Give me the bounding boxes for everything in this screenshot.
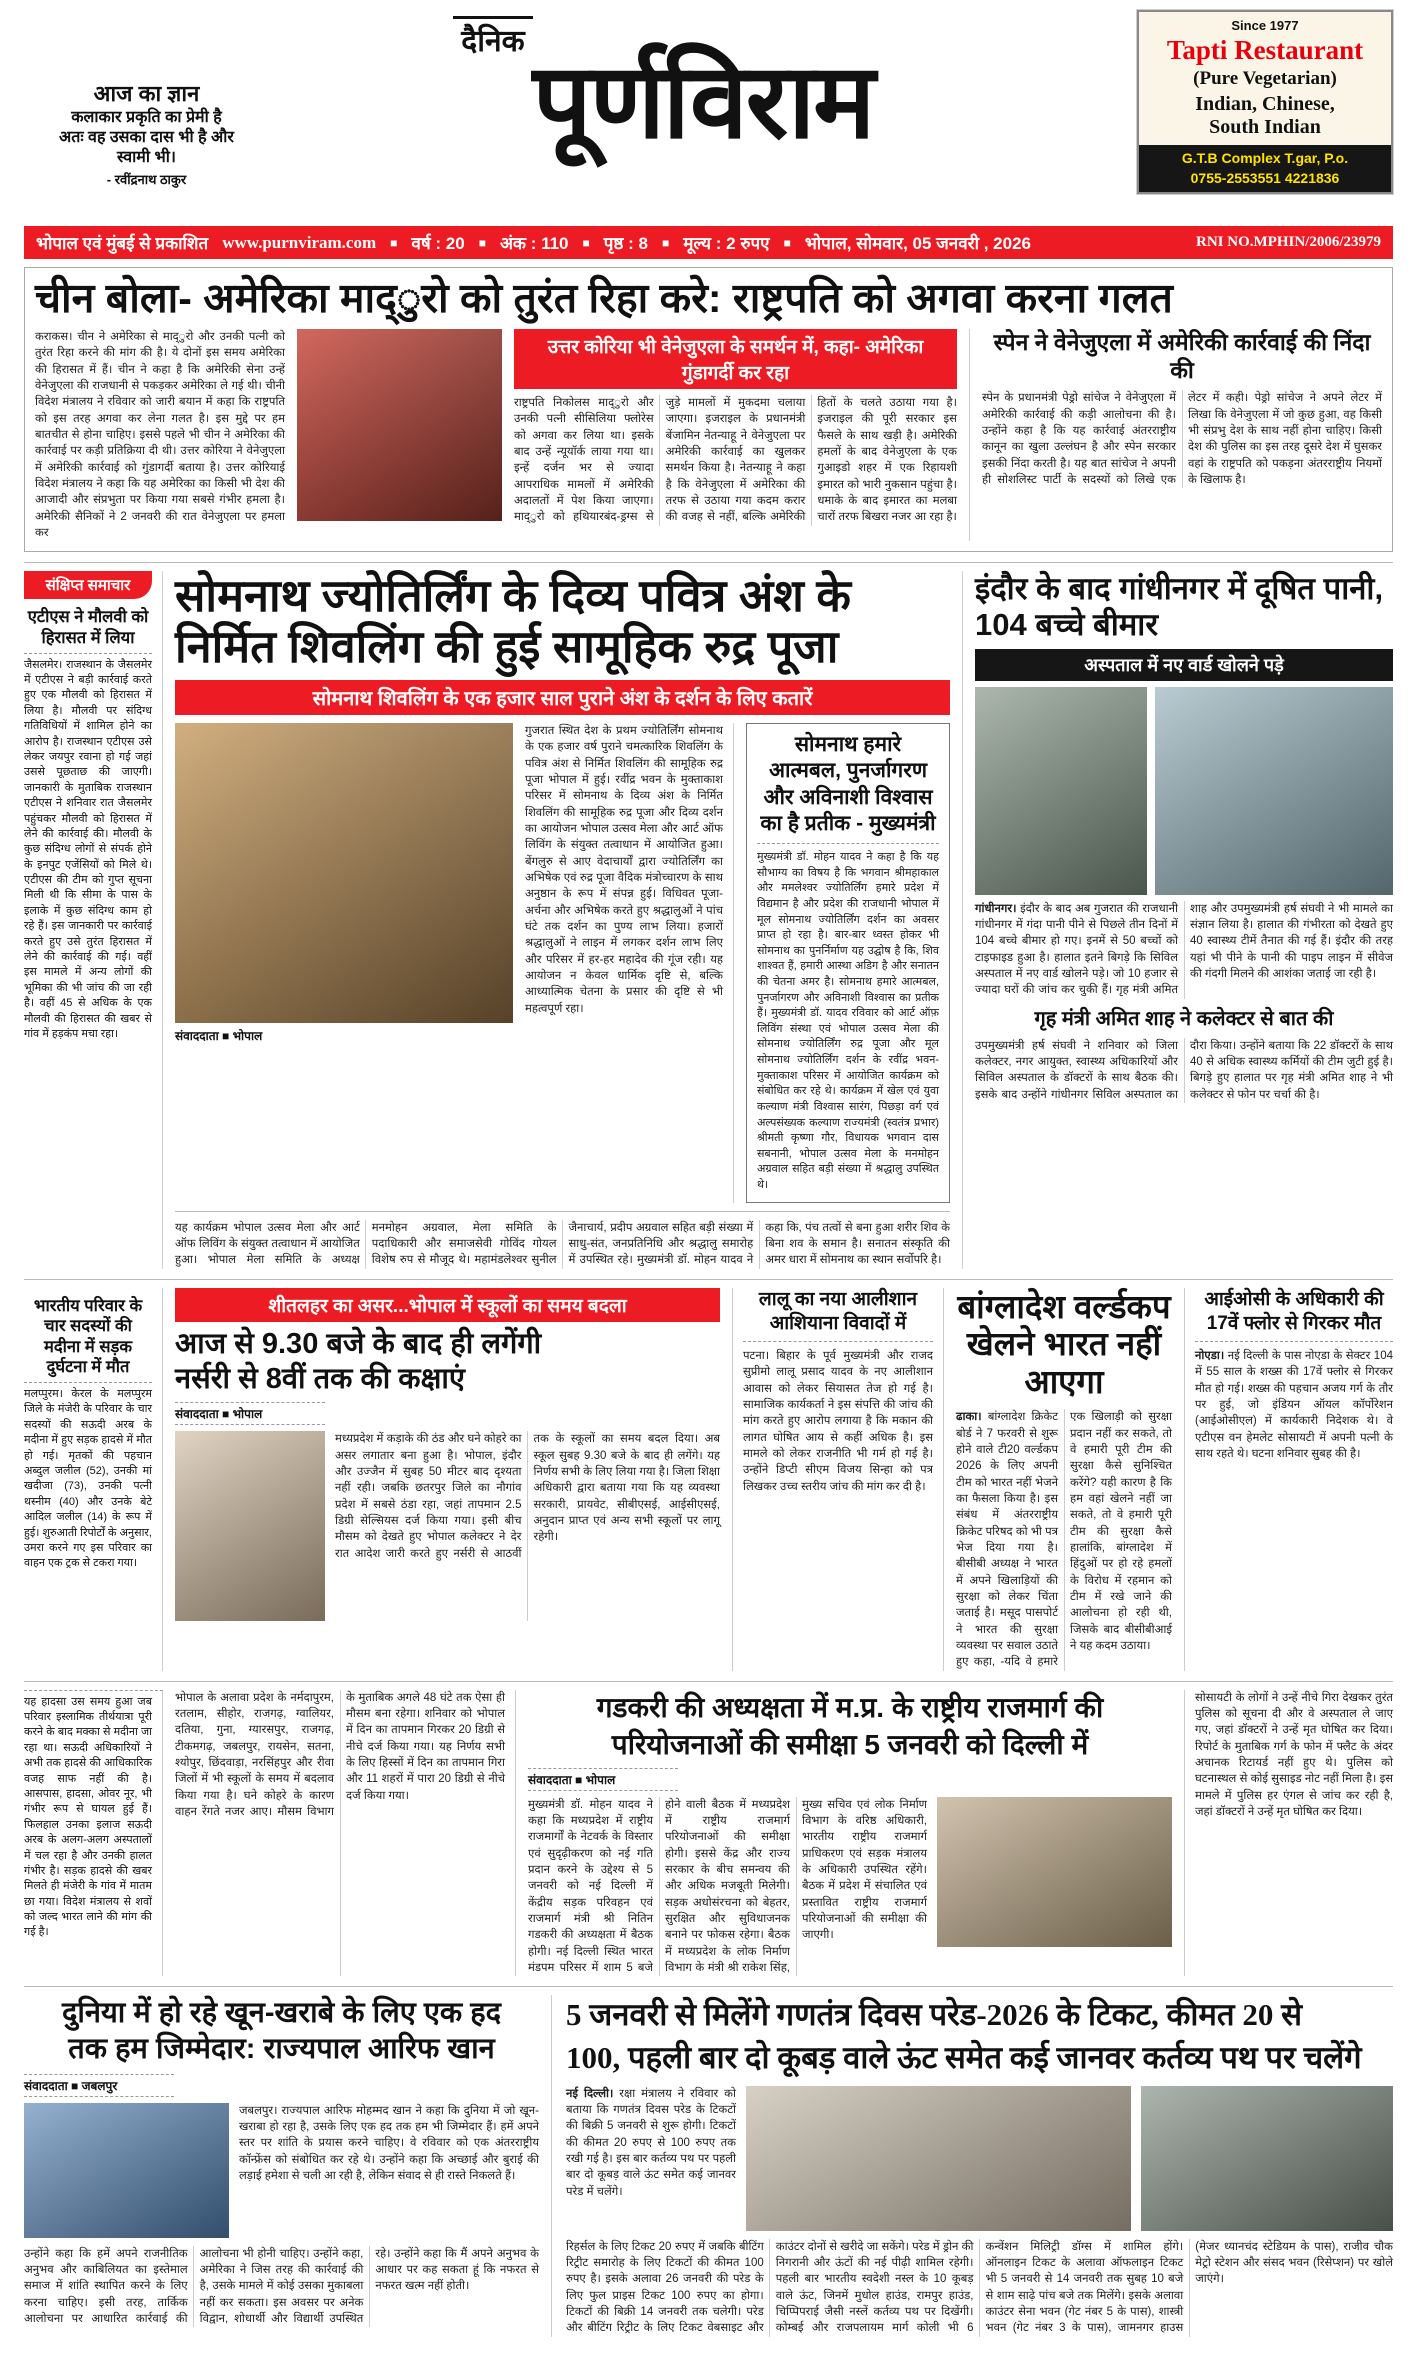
spain-article-text: स्पेन के प्रधानमंत्री पेड्रो सांचेज ने वेनेजुएला में अमेरिकी कार्रवाई की कड़ी आलोचना की है। उन्होंने कहा है कि यह कार्रवाई अंतरराष्ट्रीय कानून का खुला उल्लंघन है और स्पेन सरकार इसकी निंदा करती है। यह बात सांचेज ने अपनी ही सोशलिस्ट पार्टी के सदस्यों को लिखे एक लेटर में कही। पेड्रो सांचेज ने अपने लेटर में लिखा कि वेनेजुएला में जो कुछ हुआ, वह किसी भी संप्रभु देश के साथ नहीं होना चाहिए। किसी देश की पुलिस का इस तरह दूसरे देश में घुसकर वहां के राष्ट्रपति को पकड़ना अंतरराष्ट्रीय नियमों के खिलाफ है।	[982, 392, 1382, 486]
school-headline-line2: नर्सरी से 8वीं तक की कक्षाएं	[175, 1362, 465, 1395]
governor-byline: संवाददाता ■ जबलपुर	[24, 2074, 174, 2097]
cm-quote-text: मुख्यमंत्री डॉ. मोहन यादव ने कहा है कि यह सौभाग्य का विषय है कि भगवान श्रीमहाकाल और ममलेश्वर ज्योतिर्लिंग हमारे प्रदेश में विद्यमान है और प्रदेश की राजधानी भोपाल में मूल सोमनाथ ज्योतिर्लिंग दर्शन का अवसर प्राप्त हो रहा है। बार-बार ध्वस्त होकर भी सोमनाथ का पुनर्निर्माण यह उद्घोष है कि, शिव शाश्वत हैं, हमारी आस्था अडिग है और सनातन की चेतना अमर है। सोमनाथ हमारे आत्मबल, पुनर्जागरण और अविनाशी विश्वास का प्रतीक हैं। मुख्यमंत्री डॉ. यादव रविवार को आर्ट ऑफ़ लिविंग संस्था एवं भोपाल उत्सव मेला की सोमनाथ ज्योतिर्लिंग रुद्र पूजा और मूल सोमनाथ ज्योतिर्लिंग दर्शन के रवींद्र भवन- मुक्ताकाश परिसर में आयोजित कार्यक्रम को संबोधित कर रहे थे। कार्यक्रम में खेल एवं युवा कल्याण मंत्री विश्वास सारंग, पिछड़ा वर्ग एवं अल्पसंख्यक कल्याण राज्यमंत्री (स्वतंत्र प्रभार) श्रीमती कृष्णा गौर, विधायक भगवान दास सबनानी, भोपाल उत्सव मेला के मनमोहन अग्रवाल सहित बड़ी संख्या में श्रद्धालु उपस्थित थे।	[757, 851, 939, 1191]
photo-dirty-water-glass	[975, 687, 1147, 895]
ad-veg-label: (Pure Vegetarian)	[1193, 68, 1337, 89]
china-article-text-left: कराकस। चीन ने अमेरिका से माद्ुरो और उनकी पत्नी को तुरंत रिहा करने की मांग की है। ये दोनों इस समय अमेरिका की हिरासत में हैं। चीन ने कहा है कि अमेरिकी सेना उन्हें वेनेजुएला की राजधानी से पकड़कर अमेरिका ले गई थी। चीनी विदेश मंत्रालय ने रविवार को जारी बयान में कहा कि राष्ट्रपति को इस तरह अगवा कर लेना गलत है। इस मुद्दे पर हम बातचीत से होना चाहिए। इससे पहले भी चीन ने अमेरिका की कार्रवाई पर कड़ी प्रतिक्रिया दी थी। उत्तर कोरिया ने वेनेजुएला में अमेरिकी कार्रवाई को गुंडागर्दी बताया है। उत्तर कोरियाई विदेश मंत्रालय ने कहा कि यह अमेरिका का किसी भी देश की आजादी और संप्रभुता पर किया गया सबसे गंभीर हमला है। अमेरिकी सैनिकों ने 2 जनवरी की रात वेनेजुएला पर हमला कर	[35, 331, 285, 540]
photo-gadkari-meeting	[937, 1797, 1172, 1947]
lalu-article-text: पटना। बिहार के पूर्व मुख्यमंत्री और राजद सुप्रीमो लालू प्रसाद यादव के नए आलीशान आवास को लेकर सियासत तेज हो गई है। सामाजिक कार्यकर्ता ने इस संपत्ति की जांच की मांग करते हुए आरोप लगाया है कि मकान की लागत घोषित आय से कहीं अधिक है। इस मामले को लेकर राजनीति भी गर्म हो गई है। उन्होंने डिप्टी सीएम विजय सिन्हा को पत्र लिखकर उच्च स्तरीय जांच की मांग कर दी है।	[743, 1349, 933, 1493]
ad-phone: 0755-2553551 4221836	[1190, 169, 1340, 186]
school-byline: संवाददाता ■ भोपाल	[175, 1402, 325, 1425]
gadkari-headline-line2: परियोजनाओं की समीक्षा 5 जनवरी को दिल्ली में	[611, 1728, 1089, 1760]
north-korea-kicker: उत्तर कोरिया भी वेनेजुएला के समर्थन में, कहा- अमेरिका गुंडागर्दी कर रहा	[514, 329, 957, 389]
masthead-row	[24, 10, 1393, 222]
bangladesh-article-text: ढाका। बांग्लादेश क्रिकेट बोर्ड ने 7 फरवरी से शुरू होने वाले टी20 वर्ल्डकप 2026 के लिए अपनी टीम को भारत नहीं भेजने का फैसला किया है। इस संबंध में अंतरराष्ट्रीय क्रिकेट परिषद को भी पत्र भेज दिया गया है। बीसीबी अध्यक्ष ने भारत में अपने खिलाड़ियों की सुरक्षा को लेकर चिंता जताई है। मसूद पासपोर्ट ने भारत की सुरक्षा व्यवस्था पर सवाल उठाते हुए कहा, -यदि वे हमारे एक खिलाड़ी को सुरक्षा प्रदान नहीं कर सकते, तो वे हमारी पूरी टीम की सुरक्षा कैसे सुनिश्चित करेंगे? यही कारण है कि हम वहां खेलने नहीं जा सकते, तो वे हमारी पूरी टीम की सुरक्षा कैसे हालांकि, बांग्लादेश में हिंदुओं पर हो रहे हमलों के विरोध में रहमान को टीम में रखे जाने की आलोचना हो रही थी, जिसके बाद बीसीबीआई ने यह कदम उठाया।	[956, 1411, 1172, 1669]
school-article-continued: भोपाल के अलावा प्रदेश के नर्मदापुरम, रतलाम, सीहोर, राजगढ़, ग्वालियर, दतिया, गुना, ग्यारसपुर, राजगढ़, टीकमगढ़, जबलपुर, रायसेन, सतना, श्योपुर, छिंदवाड़ा, नरसिंहपुर और रीवा जिलों में भी स्कूलों के समय में बदलाव किया गया है। घने कोहरे के कारण वाहन रेंगते नजर आए। मौसम विभाग के मुताबिक अगले 48 घंटे तक ऐसा ही मौसम बना रहेगा। शनिवार को भोपाल में दिन का तापमान गिरकर 20 डिग्री से नीचे दर्ज किया गया। यह निर्णय सभी के लिए हिस्सों में दिन का तापमान गिरा और 11 शहरों में पारा 20 डिग्री से नीचे दर्ज किया गया।	[175, 1690, 516, 1977]
governor-article-text2: उन्होंने कहा कि हमें अपने राजनीतिक अनुभव और काबिलियत का इस्तेमाल समाज में शांति स्थापित करने के लिए करना चाहिए। इसी तरह, तार्किक आलोचना पर आधारित कार्रवाई की आलोचना भी होनी चाहिए। उन्होंने कहा, अमेरिका ने जिस तरह की कार्रवाई की है, उसके मामले में कोई उसका मुकाबला नहीं कर सकता। इस अवसर पर अनेक विद्वान, शोधार्थी और विद्यार्थी उपस्थित रहे। उन्होंने कहा कि मैं अपने अनुभव के आधार पर कह सकता हूं कि नफरत से नफरत खत्म नहीं होती।	[24, 2247, 539, 2326]
article-lalu-house	[732, 1288, 944, 1671]
somnath-byline: संवाददाता ■ भोपाल	[175, 1029, 263, 1044]
governor-headline-line2: तक हम जिम्मेदार: राज्यपाल आरिफ खान	[68, 2033, 495, 2066]
edition-date: भोपाल, सोमवार, 05 जनवरी , 2026	[804, 234, 1031, 253]
somnath-headline-line2: निर्मित शिवलिंग की हुई सामूहिक रुद्र पूजा	[175, 620, 839, 672]
governor-article-text: जबलपुर। राज्यपाल आरिफ मोहम्मद खान ने कहा कि दुनिया में जो खून-खराबा हो रहा है, उसके लिए एक हद तक हम भी जिम्मेदार हैं। हमें अपने स्तर पर शांति के प्रयास करने चाहिए। वे रविवार को एक अंतरराष्ट्रीय कॉन्फ्रेंस को संबोधित कर रहे थे। उन्होंने कहा कि अच्छाई और बुराई की लड़ाई हमेशा से चली आ रही है, लेकिन संवाद से ही रास्ते निकलते हैं।	[239, 2104, 539, 2183]
parade-article-text-lead: नई दिल्ली। रक्षा मंत्रालय ने रविवार को बताया कि गणतंत्र दिवस परेड के टिकटों की बिक्री 5 जनवरी से शुरू होगी। टिकटों की कीमत 20 रुपए से 100 रुपए तक रखी गई है। इस बार कर्तव्य पथ पर पहली बार दो कूबड़ वाले ऊंट समेत कई जानवर परेड में चलेंगे।	[566, 2087, 736, 2198]
photo-conference-stage	[24, 2103, 229, 2238]
masthead-daily-label: दैनिक	[453, 16, 532, 60]
china-article-text-mid: राष्ट्रपति निकोलस माद्ुरो और उनकी पत्नी सीसिलिया फ्लोरेस को अगवा कर लिया था। इसके बाद उन्हें न्यूयॉर्क लाया गया था। इन्हें दर्जन भर से ज्यादा आपराधिक मामलों में अमेरिकी अदालतों में पेश किया जाएगा। माद्ुरो को हथियारबंद-ड्रग्स से जुड़े मामलों में मुकदमा चलाया जाएगा। इजराइल के प्रधानमंत्री बेंजामिन नेतन्याहू ने वेनेजुएला पर अमेरिकी कार्रवाई का खुलकर समर्थन किया है। नेतन्याहू ने कहा है कि वेनेजुएला में अमेरिका की तरफ से उठाया गया कदम करार की वजह से नहीं, बल्कि अमेरिकी हितों के चलते उठाया गया है। इजराइल की पूरी सरकार इस फैसले के साथ खड़ी है। अमेरिकी हमलों के बाद वेनेजुएला के एक गुआइडो शहर में एक रिहायशी इमारत को भारी नुकसान पहुंचा है। धमाके के बाद इमारत का मलबा चारों तरफ बिखरा नजर आ रहा है।	[514, 397, 957, 524]
somnath-photo-block	[175, 723, 513, 1202]
brief-madina	[24, 1288, 163, 1671]
ioc-article-continued: सोसायटी के लोगों ने उन्हें नीचे गिरा देखकर तुरंत पुलिस को सूचना दी और वे अस्पताल ले जाए गए, जहां डॉक्टरों ने उन्हें मृत घोषित कर दिया। रिपोर्ट के मुताबिक गर्ग के फोन में फ्लैट के अंदर अचानक रिटायर्ड नहीं हुए थे। पुलिस को घटनास्थल से कोई सुसाइड नोट नहीं मिला है। इस मामले में पुलिस हर एंगल से जांच कर रही है, जहां डॉक्टरों ने उन्हें मृत घोषित कर दिया।	[1184, 1690, 1393, 1977]
quote-line: कलाकार प्रकृति का प्रेमी है	[71, 109, 222, 126]
photo-military-vehicle	[1141, 2086, 1393, 2231]
brief-ats-headline: एटीएस ने मौलवी को हिरासत में लिया	[27, 608, 149, 647]
quote-title: आज का ज्ञान	[93, 81, 200, 106]
ad-address: G.T.B Complex T.gar, P.o.	[1181, 150, 1349, 166]
bangladesh-dateline: ढाका।	[956, 1411, 982, 1424]
price-label: मूल्य : 2 रुपए	[683, 234, 770, 253]
parade-headline-line2: 100, पहली बार दो कूबड़ वाले ऊंट समेत कई जानवर कर्तव्य पथ पर चलेंगे	[566, 2039, 1362, 2075]
gadkari-headline-line1: गडकरी की अध्यक्षता में म.प्र. के राष्ट्रीय राजमार्ग की	[596, 1691, 1104, 1723]
ad-cuisine: Indian, Chinese, South Indian	[1195, 93, 1335, 138]
cm-quote-headline: सोमनाथ हमारे आत्मबल, पुनर्जागरण और अविनाशी विश्वास का है प्रतीक - मुख्यमंत्री	[757, 732, 939, 844]
spain-headline: स्पेन ने वेनेजुएला में अमेरिकी कार्रवाई की निंदा की	[993, 329, 1371, 383]
gadkari-article-text: मुख्यमंत्री डॉ. मोहन यादव ने कहा कि मध्यप्रदेश में राष्ट्रीय राजमार्गों के नेटवर्क के विस्तार एवं सुदृढ़ीकरण को नई गति प्रदान करने के उद्देश्य से 5 जनवरी को नई दिल्ली में केंद्रीय सड़क परिवहन एवं राजमार्ग मंत्री श्री नितिन गडकरी की अध्यक्षता में बैठक होगी। नई दिल्ली स्थित भारत मंडपम परिसर में शाम 5 बजे होने वाली बैठक में मध्यप्रदेश में राष्ट्रीय राजमार्ग परियोजनाओं की समीक्षा होगी। इससे केंद्र और राज्य सरकार के बीच समन्वय की और अधिक मजबूती मिलेगी। सड़क अधोसंरचना को बेहतर, सुरक्षित और सुविधाजनक बनाने पर फोकस रहेगा। बैठक में मध्यप्रदेश के लोक निर्माण विभाग के मंत्री श्री राकेश सिंह, मुख्य सचिव एवं लोक निर्माण विभाग के वरिष्ठ अधिकारी, भारतीय राष्ट्रीय राजमार्ग प्राधिकरण एवं सड़क मंत्रालय के अधिकारी उपस्थित रहेंगे। बैठक में प्रदेश में संचालित एवं प्रस्तावित राष्ट्रीय राजमार्ग परियोजनाओं की समीक्षा की जाएगी।	[528, 1798, 927, 1974]
pages-label: पृष्ठ : 8	[603, 234, 648, 253]
gandhinagar-subhead-bar: अस्पताल में नए वार्ड खोलने पड़े	[975, 649, 1393, 681]
somnath-article-text: गुजरात स्थित देश के प्रथम ज्योतिर्लिंग सोमनाथ के एक हजार वर्ष पुराने चमत्कारिक शिवलिंग के पवित्र अंश से निर्मित शिवलिंग की सामूहिक रुद्र पूजा भोपाल में हुई। रवींद्र भवन के मुक्ताकाश परिसर में सोमनाथ के दिव्य अंश के निर्मित शिवलिंग की सामूहिक रुद्र पूजा और दिव्य दर्शन का आयोजन भोपाल उत्सव मेला और आर्ट ऑफ लिविंग के संयुक्त तत्वाधान में आयोजित हुआ। बेंगलुरु से आए वेदाचार्यों द्वारा ज्योतिर्लिंग का अभिषेक एवं रुद्र पूजा वैदिक मंत्रोच्चारण के साथ अनुष्ठान के रूप में संपन्न हुई। विधिवत पूजा-अर्चना और अभिषेक करते हुए श्रद्धालुओं ने पांच घंटे तक दर्शन का पुण्य लाभ लिया। हजारों श्रद्धालुओं ने लाइन में लगकर दर्शन लाभ लिए और परिसर में हर-हर महादेव की गूंज रही। यह आयोजन न केवल धार्मिक दृष्टि से, बल्कि आध्यात्मिक चेतना के प्रसार की दृष्टि से भी महत्वपूर्ण रहा।	[525, 723, 734, 1202]
square-bullet-icon: ■	[582, 235, 590, 250]
rni-number: RNI NO.MPHIN/2006/23979	[1196, 234, 1381, 250]
ioc-headline: आईओसी के अधिकारी की 17वें फ्लोर से गिरकर मौत	[1195, 1288, 1393, 1342]
parade-headline-line1: 5 जनवरी से मिलेंगे गणतंत्र दिवस परेड-2026 के टिकट, कीमत 20 से	[566, 1997, 1303, 2033]
photo-hospital-ward	[1155, 687, 1393, 895]
article-school-timing	[175, 1288, 720, 1671]
masthead	[269, 10, 1137, 160]
website-url: www.purnviram.com	[222, 232, 377, 252]
ad-since: Since 1977	[1231, 18, 1299, 33]
briefs-section-label: संक्षिप्त समाचार	[24, 571, 152, 599]
ad-name: Tapti Restaurant	[1166, 35, 1364, 65]
article-governor-khan	[24, 1995, 552, 2337]
brief-ats-text: जैसलमेर। राजस्थान के जैसलमेर में एटीएस ने बड़ी कार्रवाई करते हुए एक मौलवी को हिरासत में लिया है। मौलवी पर संदिग्ध गतिविधियों में शामिल होने का आरोप है। राजस्थान एटीएस उसे लेकर जयपुर रवाना हो गई जहां उससे पूछताछ की जाएगी। जानकारी के मुताबिक राजस्थान एटीएस ने शनिवार रात जैसलमेर पहुंचकर मौलवी को हिरासत में लेने की कार्रवाई की। मौलवी के कुछ संदिग्ध लोगों से संपर्क होने के इनपुट एजेंसियों को मिले थे। एटीएस की टीम को गुप्त सूचना मिली थी कि सीमा के पास के इलाके में कुछ संदिग्ध काम हो रहे हैं। इस जानकारी पर कार्रवाई करते हुए उसे तुरंत हिरासत में लेने की कार्रवाई की गई। वहीं इस मामले में अन्य लोगों की भूमिका की भी जांच की जा रही है। वहीं 45 से अधिक के एक मौलवी की हिरासत की खबर से गांव में हड़कंप मचा रहा।	[24, 653, 152, 1043]
square-bullet-icon: ■	[662, 235, 670, 250]
issue-label: अंक : 110	[499, 234, 569, 253]
photo-camel-contingent	[746, 2086, 1131, 2231]
square-bullet-icon: ■	[478, 235, 486, 250]
quote-line: अतः वह उसका दास भी है और	[59, 129, 234, 146]
parade-article-text: रिहर्सल के लिए टिकट 20 रुपए में जबकि बीटिंग रिट्रीट समारोह के लिए टिकटों की कीमत 100 रुपए है। इसके अलावा 26 जनवरी की परेड के लिए फुल प्राइस टिकट 100 रुपए का होगा। टिकटों की बिक्री 14 जनवरी तक चलेगी। परेड और बीटिंग रिट्रीट के लिए टिकट वेबसाइट और काउंटर दोनों से खरीदे जा सकेंगे। परेड में ड्रोन की निगरानी और ऊंटों की नई पीढ़ी शामिल रहेगी। पहली बार भारतीय स्वदेशी नस्ल के 10 कूबड़ वाले ऊंट, जिनमें मुधोल हाउंड, रामपुर हाउंड, चिप्पिपराई जैसी नस्लें कर्तव्य पथ पर दिखेंगी। कोम्बई और राजपलायम मार्ग कोली भी 6 कन्वेंशन मिलिट्री डॉग्स में शामिल होंगे। ऑनलाइन टिकट के अलावा ऑफलाइन टिकट भी 5 जनवरी से 14 जनवरी तक सुबह 10 बजे से शाम साढ़े पांच बजे तक मिलेंगे। इसके अलावा काउंटर सेना भवन (गेट नंबर 5 के पास), शास्त्री भवन (गेट नंबर 3 के पास), जामनगर हाउस (मेजर ध्यानचंद स्टेडियम के पास), राजीव चौक मेट्रो स्टेशन और संसद भवन (रिसेप्शन) पर खोले जाएंगे।	[566, 2240, 1393, 2335]
article-spain	[969, 329, 1382, 541]
parade-dateline: नई दिल्ली।	[566, 2087, 614, 2100]
quote-author: - रवींद्रनाथ ठाकुर	[106, 172, 187, 187]
gandhinagar-article-text: गांधीनगर। इंदौर के बाद अब गुजरात की राजधानी गांधीनगर में गंदा पानी पीने से पिछले तीन दिनों में 104 बच्चे बीमार हो गए। इनमें से 50 बच्चों को टाइफाइड हुआ है। हालात इतने बिगड़े कि सिविल अस्पताल में नए वार्ड खोलने पड़े। जो 10 हजार से ज्यादा घरों की जांच कर चुकी हैं। गृह मंत्री अमित शाह और उपमुख्यमंत्री हर्ष संघवी ने भी मामले का संज्ञान लिया है। हालात की गंभीरता को देखते हुए 40 स्वास्थ्य टीमें तैनात की गई हैं। इंदौर की तरह यहां भी पीने के पानी की पाइप लाइन में सीवेज की गंदगी मिलने की आशंका जताई जा रही है।	[975, 902, 1393, 997]
article-somnath	[175, 571, 950, 1268]
lalu-headline: लालू का नया आलीशान आशियाना विवादों में	[743, 1288, 933, 1342]
newspaper-title: पूर्णविराम	[532, 45, 874, 160]
ioc-dateline: नोएडा।	[1195, 1349, 1225, 1362]
year-label: वर्ष : 20	[411, 234, 465, 253]
top-headline: चीन बोला- अमेरिका माद्ुरो को तुरंत रिहा करे: राष्ट्रपति को अगवा करना गलत	[35, 275, 1173, 321]
dateline-bar	[24, 226, 1393, 259]
somnath-headline-line1: सोमनाथ ज्योतिर्लिंग के दिव्य पवित्र अंश के	[175, 570, 851, 622]
restaurant-ad	[1137, 10, 1393, 194]
school-article-text: मध्यप्रदेश में कड़ाके की ठंड और घने कोहरे का असर लगातार बना हुआ है। भोपाल, इंदौर और उज्जैन में सुबह 50 मीटर बाद दृश्यता नहीं रही। जबकि छतरपुर जिले का नौगांव प्रदेश में सबसे ठंडा रहा, जहां तापमान 2.5 डिग्री सेल्सियस दर्ज किया गया। इसी बीच मौसम को देखते हुए भोपाल कलेक्टर ने देर रात आदेश जारी करते हुए नर्सरी से आठवीं तक के स्कूलों का समय बदल दिया। अब स्कूल सुबह 9.30 बजे के बाद ही लगेंगे। यह निर्णय सभी के लिए लिया गया है। जिला शिक्षा अधिकारी द्वारा बताया गया कि यह व्यवस्था सरकारी, प्रायवेट, सीबीएसई, आईसीएसई, अनुदान प्राप्त एवं अन्य सभी स्कूलों पर लागू रहेगी।	[335, 1433, 720, 1560]
square-bullet-icon: ■	[783, 235, 791, 250]
brief-madina-continued: यह हादसा उस समय हुआ जब परिवार इस्लामिक तीर्थयात्रा पूरी करने के बाद मक्का से मदीना जा रहा था। सऊदी अधिकारियों ने अभी तक हादसे की आधिकारिक वजह साफ नहीं की है। आसपास, हादसा, ओवर नूर, भी गंभीर रूप से घायल हुई हैं। फिलहाल उनका इलाज सऊदी अरब के अलग-अलग अस्पतालों में चल रहा है और उनकी हालत गंभीर है। सड़क हादसे की खबर मिलते ही मंजेरी के गांव में मातम छा गया। विदेश मंत्रालय से शवों को जल्द भारत लाने की मांग की गई है।	[24, 1690, 163, 1977]
cm-quote-box	[746, 723, 950, 1202]
photo-trump-maduro-xi	[297, 329, 502, 521]
governor-headline-line1: दुनिया में हो रहे खून-खराबे के लिए एक हद	[61, 1997, 502, 2030]
somnath-kicker: सोमनाथ शिवलिंग के एक हजार साल पुराने अंश के दर्शन के लिए कतारें	[175, 680, 950, 715]
gandhinagar-headline: इंदौर के बाद गांधीनगर में दूषित पानी, 104 बच्चे बीमार	[975, 571, 1384, 642]
gadkari-byline: संवाददाता ■ भोपाल	[528, 1768, 678, 1791]
school-headline-line1: आज से 9.30 बजे के बाद ही लगेंगी	[175, 1327, 542, 1360]
amit-shah-subhead: गृह मंत्री अमित शाह ने कलेक्टर से बात की	[1034, 1007, 1334, 1030]
photo-rudra-puja	[175, 723, 513, 1023]
briefs-column	[24, 571, 163, 1268]
published-from: भोपाल एवं मुंबई से प्रकाशित	[36, 234, 209, 253]
article-ioc-official	[1184, 1288, 1393, 1671]
daily-quote-box	[24, 10, 269, 188]
square-bullet-icon: ■	[390, 235, 398, 250]
article-gadkari-review	[528, 1690, 1172, 1977]
gandhinagar-article-text2: उपमुख्यमंत्री हर्ष संघवी ने शनिवार को जिला कलेक्टर, नगर आयुक्त, स्वास्थ्य अधिकारियों और सिविल अस्पताल के डॉक्टरों के साथ बैठक की। इसके बाद उन्होंने गांधीनगर सिविल अस्पताल का दौरा किया। उन्होंने बताया कि 22 डॉक्टरों के साथ 40 से अधिक स्वास्थ्य कर्मियों की टीम जुटी हुई है। बिगड़े हुए हालात पर गृह मंत्री अमित शाह ने भी कलेक्टर से फोन पर चर्चा की है।	[975, 1039, 1393, 1101]
china-article-middle	[514, 329, 957, 541]
brief-madina-text: मलप्पुरम। केरल के मलप्पुरम जिले के मंजेरी के परिवार के चार सदस्यों की सऊदी अरब के मदीना में हुए सड़क हादसे में मौत हो गई। मृतकों की पहचान अब्दुल जलील (52), उनकी मां खदीजा (73), उनकी पत्नी थस्नीम (40) और उनके बेटे आदिल जलील (14) के रूप में हुई। शुरुआती रिपोर्टों के अनुसार, उमरा करने गए इस परिवार का वाहन एक ट्रक से टकरा गया।	[24, 1382, 152, 1572]
gandhinagar-dateline: गांधीनगर।	[975, 902, 1017, 915]
photo-praying-girl	[175, 1431, 325, 1621]
article-republic-day-tickets	[566, 1995, 1393, 2337]
article-china-maduro	[24, 267, 1393, 552]
quote-line: स्वामी भी।	[117, 149, 176, 166]
bangladesh-headline: बांग्लादेश वर्ल्डकप खेलने भारत नहीं आएगा	[957, 1287, 1171, 1401]
ioc-article-text: नोएडा। नई दिल्ली के पास नोएडा के सेक्टर 104 में 55 साल के शख्स की 17वें फ्लोर से गिरकर मौत हो गई। शख्स की पहचान अजय गर्ग के तौर पर हुई, जो इंडियन ऑयल कॉर्पोरेशन (आईओसीएल) में कार्यकारी निदेशक थे। वे एटीएस वन हेमलेट सोसायटी में अपनी पत्नी के साथ रहते थे। घटना शनिवार सुबह की है।	[1195, 1349, 1393, 1460]
article-gandhinagar-water	[962, 571, 1393, 1268]
article-bangladesh-worldcup	[956, 1288, 1172, 1671]
ad-address-bar	[1139, 145, 1391, 192]
brief-madina-headline: भारतीय परिवार के चार सदस्यों की मदीना में सड़क दुर्घटना में मौत	[33, 1296, 143, 1377]
somnath-article-text-bottom: यह कार्यक्रम भोपाल उत्सव मेला और आर्ट ऑफ लिविंग के संयुक्त तत्वाधान में आयोजित हुआ। भोपाल मेला समिति के अध्यक्ष मनमोहन अग्रवाल, मेला समिति के पदाधिकारी और समाजसेवी गोविंद गोयल विशेष रुप से मौजूद थे। महामंडलेश्वर सुनील जैनाचार्य, प्रदीप अग्रवाल सहित बड़ी संख्या में साधु-संत, जनप्रतिनिधि और श्रद्धालु समारोह में उपस्थित रहे। मुख्यमंत्री डॉ. मोहन यादव ने कहा कि, पंच तत्वों से बना हुआ शरीर शिव के बिना शव के समान है। सनातन संस्कृति की अमर धारा में सोमनाथ का स्थान सर्वोपरि है।	[175, 1221, 950, 1267]
coldwave-kicker: शीतलहर का असर...भोपाल में स्कूलों का समय बदला	[175, 1288, 720, 1322]
